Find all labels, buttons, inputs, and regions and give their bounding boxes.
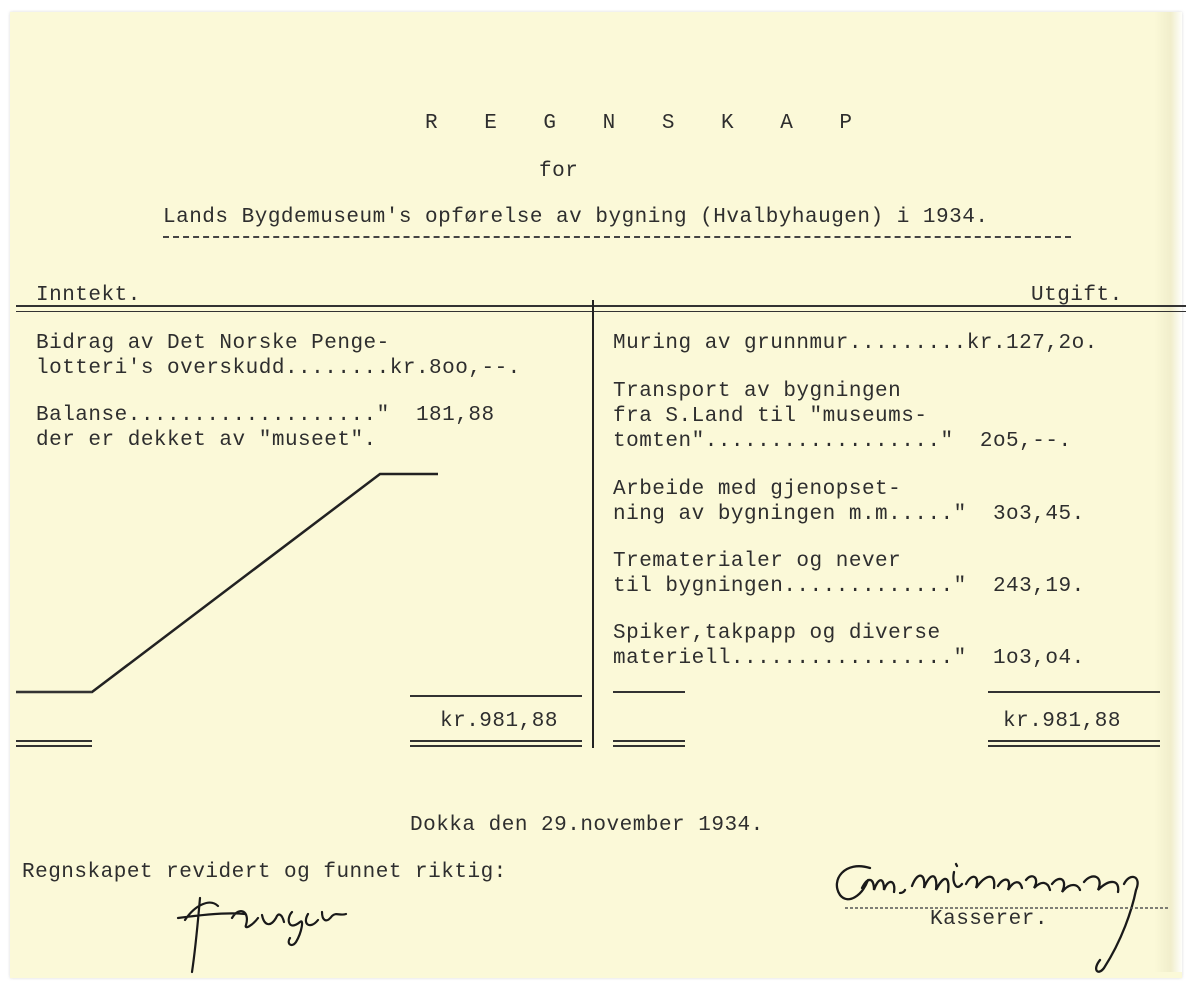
income-line: lotteri's overskudd........kr.8oo,--. bbox=[36, 357, 521, 380]
expense-line: fra S.Land til "museums- bbox=[613, 405, 928, 428]
document-subtitle: Lands Bygdemuseum's opførelse av bygning (Hvalbyhaugen) i 1934. bbox=[163, 206, 989, 229]
document-title: R E G N S K A P bbox=[425, 112, 870, 135]
for-line: for bbox=[539, 160, 579, 183]
expense-line: Transport av bygningen bbox=[613, 380, 902, 403]
expense-line: Arbeide med gjenopset- bbox=[613, 478, 902, 501]
expense-line: til bygningen............." 243,19. bbox=[613, 575, 1085, 598]
expense-line: ning av bygningen m.m....." 3o3,45. bbox=[613, 503, 1085, 526]
income-header: Inntekt. bbox=[36, 284, 141, 307]
place-date: Dokka den 29.november 1934. bbox=[410, 814, 764, 837]
cashier-label: Kasserer. bbox=[930, 908, 1048, 931]
income-total: kr.981,88 bbox=[440, 710, 558, 733]
expense-line: Spiker,takpapp og diverse bbox=[613, 622, 941, 645]
income-line: Bidrag av Det Norske Penge- bbox=[36, 332, 390, 355]
expense-header: Utgift. bbox=[1031, 284, 1123, 307]
income-line: der er dekket av "museet". bbox=[36, 429, 377, 452]
expense-line: materiell................." 1o3,o4. bbox=[613, 647, 1085, 670]
expense-total: kr.981,88 bbox=[1003, 710, 1121, 733]
expense-line: tomten".................." 2o5,--. bbox=[613, 430, 1072, 453]
expense-line: Trematerialer og never bbox=[613, 550, 902, 573]
expense-line: Muring av grunnmur.........kr.127,2o. bbox=[613, 332, 1098, 355]
income-line: Balanse..................." 181,88 bbox=[36, 404, 495, 427]
audit-statement: Regnskapet revidert og funnet riktig: bbox=[22, 861, 507, 884]
